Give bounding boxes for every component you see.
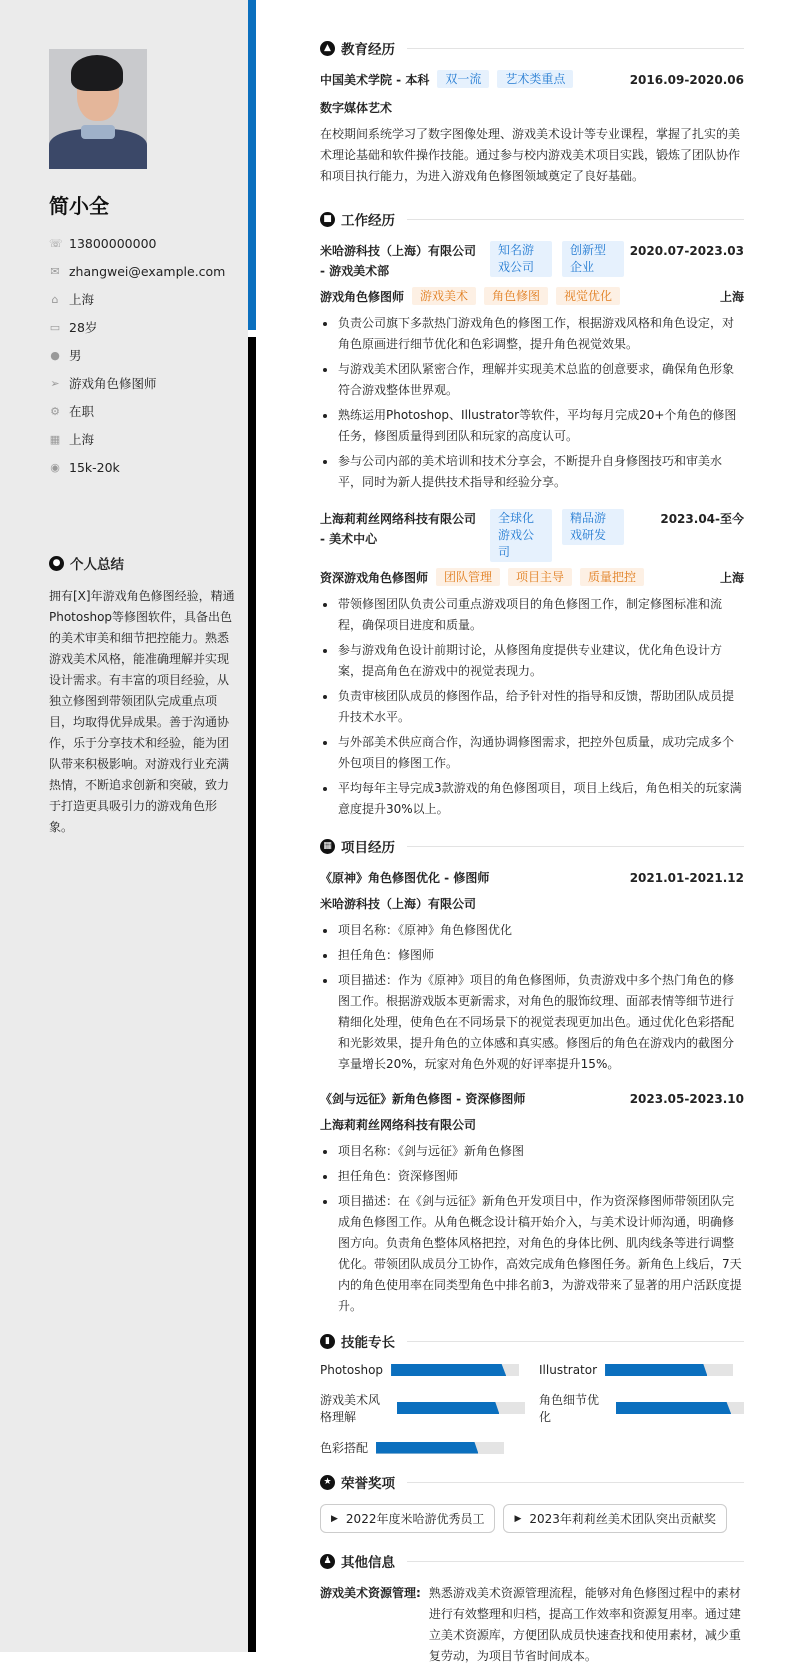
job-entry: 上海莉莉丝网络科技有限公司 - 美术中心 全球化游戏公司 精品游戏研发 2023.04-至今 资深游戏角色修图师 团队管理 项目主导 质量把控 上海 带领修图团队负责公司重点游戏项目的角色修图工作，制定修图标准和流程，确保项目进度和质量。 参与游戏角色设计前期讨论，从修图角度提供专业建议，优化角色设计方案，提高角色在游戏中的视觉表现力。 负责审核团队成员的修图作品，给予针对性的指导和反馈，帮助团队成员提升技术水平。 与外部美术供应商合作，沟通协调修图需求，把控外包质量，成功完成多个外包项目的修图工作。 平均每年主导完成3款游戏的角色修图项目，项目上线后，角色相关的玩家满意度提升30%以上。	[320, 509, 744, 820]
education-header: 中国美术学院 - 本科 双一流 艺术类重点 2016.09-2020.06	[320, 72, 744, 87]
user-icon: ●	[49, 556, 64, 571]
list-item: 熟练运用Photoshop、Illustrator等软件，平均每月完成20+个角色的修图任务，修图质量得到团队和玩家的高度认可。	[320, 405, 744, 447]
person-icon: ♟	[320, 1554, 335, 1569]
list-item: 负责审核团队成员的修图作品，给予针对性的指导和反馈，帮助团队成员提升技术水平。	[320, 686, 744, 728]
other-info: 游戏美术资源管理: 熟悉游戏美术资源管理流程，能够对角色修图过程中的素材进行有效整理和归档，提高工作效率和资源复用率。通过建立美术资源库，方便团队成员快速查找和使用素材，减少重复劳动，为项目节省时间成本。	[320, 1586, 741, 1663]
project-entry: 《原神》角色修图优化 - 修图师 2021.01-2021.12 米哈游科技（上海）有限公司 项目名称：《原神》角色修图优化 担任角色：修图师 项目描述：作为《原神》项目的角色修图师，负责游戏中多个热门角色的修图工作。根据游戏版本更新需求，对角色的服饰纹理、面部表情等细节进行精细化处理，使角色在不同场景下的视觉表现更加出色。通过优化色彩搭配和光影效果，提升角色的立体感和真实感。修图后的角色在游戏内的截图分享量增长20%，玩家对角色外观的好评率提升15%。	[320, 868, 744, 1075]
candidate-name: 简小全	[49, 194, 109, 218]
list-item: 项目描述：在《剑与远征》新角色开发项目中，作为资深修图师带领团队完成角色修图工作。从角色概念设计稿开始介入，与美术设计师沟通，明确修图方向。负责角色整体风格把控，对角色的身体比例、肌肉线条等进行调整优化。带领团队成员分工协作，高效完成角色修图任务。新角色上线后，7天内的角色使用率在同类型角色中排名前3，为游戏带来了显著的用户活跃度提升。	[320, 1191, 744, 1317]
mail-icon: ✉	[50, 264, 60, 278]
info-row: ● 男	[50, 348, 82, 363]
award-item: ▶ 2022年度米哈游优秀员工	[320, 1504, 495, 1533]
status-icon: ⚙	[50, 404, 60, 418]
list-item: 项目名称：《原神》角色修图优化	[320, 920, 744, 941]
skill-bar-fill	[397, 1402, 499, 1414]
profile-photo	[49, 49, 147, 169]
skill-item: Illustrator	[539, 1363, 744, 1377]
list-item: 参与游戏角色设计前期讨论，从修图角度提供专业建议，优化角色设计方案，提高角色在游戏中的视觉表现力。	[320, 640, 744, 682]
list-item: 带领修图团队负责公司重点游戏项目的角色修图工作，制定修图标准和流程，确保项目进度和质量。	[320, 594, 744, 636]
education-desc: 在校期间系统学习了数字图像处理、游戏美术设计等专业课程，掌握了扎实的美术理论基础和软件操作技能。通过参与校内游戏美术项目实践，锻炼了团队协作和项目执行能力，为进入游戏角色修图领域奠定了良好基础。	[320, 127, 741, 183]
skill-bar	[616, 1402, 744, 1414]
skill-tag: 质量把控	[580, 568, 644, 586]
contact-info	[49, 229, 225, 481]
award-icon: ★	[320, 1475, 335, 1490]
list-item: 参与公司内部的美术培训和技术分享会，不断提升自身修图技巧和审美水平，同时为新人提供技术指导和经验分享。	[320, 451, 744, 493]
awards-section-title: ★ 荣誉奖项	[320, 1472, 744, 1492]
list-item: 与外部美术供应商合作，沟通协调修图需求，把控外包质量，成功完成多个外包项目的修图工作。	[320, 732, 744, 774]
info-row: ✉ zhangwei@example.com	[50, 263, 226, 279]
skill-bar-fill	[391, 1364, 506, 1376]
skill-bar-fill	[605, 1364, 707, 1376]
job-icon: ➢	[50, 376, 60, 390]
skill-bar-fill	[376, 1442, 478, 1454]
skill-bar	[397, 1402, 525, 1414]
info-row: ◉ 15k-20k	[50, 459, 120, 475]
salary-icon: ◉	[50, 460, 60, 474]
skills-section-title: ▮ 技能专长	[320, 1331, 744, 1351]
project-entry: 《剑与远征》新角色修图 - 资深修图师 2023.05-2023.10 上海莉莉丝网络科技有限公司 项目名称：《剑与远征》新角色修图 担任角色：资深修图师 项目描述：在《剑与远征》新角色开发项目中，作为资深修图师带领团队完成角色修图工作。从角色概念设计稿开始介入，与美术设计师沟通，明确修图方向。负责角色整体风格把控，对角色的身体比例、肌肉线条等进行调整优化。带领团队成员分工协作，高效完成角色修图任务。新角色上线后，7天内的角色使用率在同类型角色中排名前3，为游戏带来了显著的用户活跃度提升。	[320, 1089, 744, 1317]
info-row: ➢ 游戏角色修图师	[50, 376, 157, 391]
gender-icon: ●	[50, 348, 60, 362]
education-section-title: ▲ 教育经历	[320, 38, 744, 58]
info-row: ☏ 13800000000	[49, 235, 157, 251]
cake-icon: ▭	[49, 320, 61, 334]
info-row: ▭ 28岁	[49, 320, 98, 335]
info-row: ⚙ 在职	[50, 404, 95, 419]
summary-title: ● 个人总结	[49, 553, 124, 573]
company-tag: 全球化游戏公司	[490, 509, 552, 562]
projects-section-title: ▦ 项目经历	[320, 836, 744, 856]
work-section-title: ■ 工作经历	[320, 209, 744, 229]
chart-icon: ▮	[320, 1334, 335, 1349]
company-tag: 知名游戏公司	[490, 241, 552, 277]
job-entry: 米哈游科技（上海）有限公司 - 游戏美术部 知名游戏公司 创新型企业 2020.07-2023.03 游戏角色修图师 游戏美术 角色修图 视觉优化 上海 负责公司旗下多款热门游戏角色的修图工作，根据游戏风格和角色设定，对角色原画进行细节优化和色彩调整，提升角色视觉效果。 与游戏美术团队紧密合作，理解并实现美术总监的创意要求，确保角色形象符合游戏整体世界观。 熟练运用Photoshop、Illustrator等软件，平均每月完成20+个角色的修图任务，修图质量得到团队和玩家的高度认可。 参与公司内部的美术培训和技术分享会，不断提升自身修图技巧和审美水平，同时为新人提供技术指导和经验分享。	[320, 241, 744, 493]
skill-bar	[391, 1364, 519, 1376]
skill-bar	[605, 1364, 733, 1376]
list-item: 与游戏美术团队紧密合作，理解并实现美术总监的创意要求，确保角色形象符合游戏整体世界观。	[320, 359, 744, 401]
accent-stripe	[248, 0, 256, 330]
company-tag: 创新型企业	[562, 241, 624, 277]
list-item: 项目描述：作为《原神》项目的角色修图师，负责游戏中多个热门角色的修图工作。根据游戏版本更新需求，对角色的服饰纹理、面部表情等细节进行精细化处理，使角色在不同场景下的视觉表现更加出色。通过优化色彩搭配和光影效果，提升角色的立体感和真实感。修图后的角色在游戏内的截图分享量增长20%，玩家对角色外观的好评率提升15%。	[320, 970, 744, 1075]
skill-tag: 视觉优化	[556, 287, 620, 305]
list-item: 担任角色：修图师	[320, 945, 744, 966]
list-item: 担任角色：资深修图师	[320, 1166, 744, 1187]
play-icon: ▶	[514, 1513, 522, 1524]
skill-bar-fill	[616, 1402, 731, 1414]
briefcase-icon: ■	[320, 212, 335, 227]
skill-tag: 项目主导	[508, 568, 572, 586]
list-item: 项目名称：《剑与远征》新角色修图	[320, 1141, 744, 1162]
info-row: ⌂ 上海	[49, 285, 225, 313]
main-content	[320, 38, 744, 1667]
home-icon: ⌂	[51, 292, 59, 306]
summary-text: 拥有[X]年游戏角色修图经验，精通Photoshop等修图软件，具备出色的美术审美和细节把控能力。熟悉游戏美术风格，能准确理解并实现设计需求。有丰富的项目经验，从独立修图到带领团队完成重点项目，均取得优异成果。善于沟通协作，乐于分享技术和经验，能为团队带来积极影响。对游戏行业充满热情，不断追求创新和突破，致力于打造更具吸引力的游戏角色形象。	[49, 589, 235, 834]
skill-tag: 团队管理	[436, 568, 500, 586]
phone-icon: ☏	[49, 236, 63, 250]
info-row: ▦ 上海	[49, 432, 95, 447]
skill-item: 角色细节优化	[539, 1391, 744, 1425]
graduation-cap-icon: ▲	[320, 41, 335, 56]
skill-item: Photoshop	[320, 1363, 525, 1377]
skill-tag: 角色修图	[484, 287, 548, 305]
skill-item: 色彩搭配	[320, 1439, 525, 1456]
dark-stripe	[248, 337, 256, 1652]
skill-bar	[376, 1442, 504, 1454]
skill-item: 游戏美术风格理解	[320, 1391, 525, 1425]
award-item: ▶ 2023年莉莉丝美术团队突出贡献奖	[503, 1504, 726, 1533]
list-item: 平均每年主导完成3款游戏的角色修图项目，项目上线后，角色相关的玩家满意度提升30%以上。	[320, 778, 744, 820]
skill-tag: 游戏美术	[412, 287, 476, 305]
grid-icon: ▦	[320, 839, 335, 854]
education-major: 数字媒体艺术	[320, 101, 393, 115]
list-item: 负责公司旗下多款热门游戏角色的修图工作，根据游戏风格和角色设定，对角色原画进行细节优化和色彩调整，提升角色视觉效果。	[320, 313, 744, 355]
play-icon: ▶	[331, 1513, 338, 1524]
building-icon: ▦	[49, 432, 61, 446]
company-tag: 精品游戏研发	[562, 509, 624, 545]
other-section-title: ♟ 其他信息	[320, 1551, 744, 1571]
